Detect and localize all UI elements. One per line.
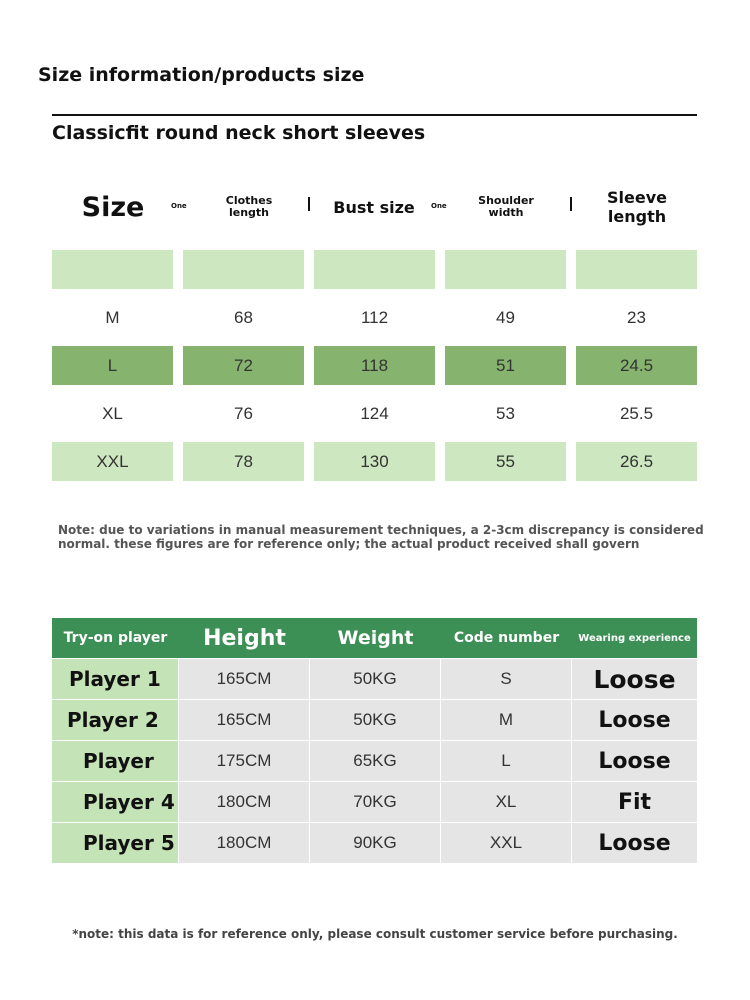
- height-cell: 180CM: [179, 782, 309, 822]
- height-cell: 165CM: [179, 659, 309, 699]
- height-cell: 175CM: [179, 741, 309, 781]
- shoulder-cell: 53: [496, 403, 515, 423]
- code-cell: L: [441, 741, 571, 781]
- size-cell: L: [52, 346, 173, 385]
- player-name: Player 2: [67, 708, 159, 732]
- sleeve-cell: 26.5: [576, 442, 697, 481]
- experience-cell: Loose: [572, 659, 697, 699]
- shoulder-cell: 51: [445, 346, 566, 385]
- code-cell: XXL: [441, 823, 571, 863]
- experience-cell: Loose: [572, 741, 697, 781]
- weight-cell: 50KG: [310, 659, 440, 699]
- weight-cell: 90KG: [310, 823, 440, 863]
- reference-note: *note: this data is for reference only, please consult customer service before purchasing.: [72, 927, 678, 941]
- player-name: Player 1: [69, 667, 161, 691]
- header-height: Height: [179, 618, 310, 658]
- code-cell: S: [441, 659, 571, 699]
- experience-cell: Loose: [572, 823, 697, 863]
- measurement-note: Note: due to variations in manual measurement techniques, a 2-3cm discrepancy is considered normal. these figures are for reference only; the actual product received shall govern: [58, 523, 704, 551]
- shoulder-cell: 49: [496, 307, 515, 327]
- bust-cell: 124: [360, 403, 389, 423]
- clothes-length-cell: 78: [183, 442, 304, 481]
- height-cell: 180CM: [179, 823, 309, 863]
- header-separator: [308, 197, 310, 211]
- empty-cell: [52, 250, 173, 289]
- code-cell: M: [441, 700, 571, 740]
- one-tag: One: [171, 202, 187, 210]
- player-cell: [52, 741, 178, 781]
- player-cell: [52, 782, 178, 822]
- clothes-length-cell: 76: [234, 403, 253, 423]
- empty-cell: [183, 250, 304, 289]
- header-separator: [570, 197, 572, 211]
- header-clothes-length: Clothes length: [225, 194, 273, 219]
- player-cell: [52, 700, 178, 740]
- player-cell: [52, 823, 178, 863]
- empty-cell: [445, 250, 566, 289]
- header-wearing-experience: Wearing experience: [572, 618, 697, 658]
- sleeve-cell: 25.5: [619, 403, 654, 423]
- empty-cell: [576, 250, 697, 289]
- weight-cell: 70KG: [310, 782, 440, 822]
- player-name: Player ￼: [83, 749, 161, 773]
- weight-cell: 65KG: [310, 741, 440, 781]
- height-cell: 165CM: [179, 700, 309, 740]
- header-size: Size: [81, 191, 145, 223]
- shoulder-cell: 55: [445, 442, 566, 481]
- player-name: Player 4: [83, 790, 175, 814]
- header-shoulder-width: Shoulder width: [478, 194, 534, 219]
- header-weight: Weight: [310, 618, 441, 658]
- one-tag: One: [431, 202, 447, 210]
- clothes-length-cell: 68: [234, 307, 253, 327]
- player-cell: [52, 659, 178, 699]
- size-cell: XXL: [52, 442, 173, 481]
- code-cell: XL: [441, 782, 571, 822]
- experience-cell: Fit: [572, 782, 697, 822]
- clothes-length-cell: 72: [183, 346, 304, 385]
- empty-cell: [314, 250, 435, 289]
- bust-cell: 130: [314, 442, 435, 481]
- page-title: Size information/products size: [38, 64, 365, 86]
- sleeve-cell: 23: [627, 307, 646, 327]
- weight-cell: 50KG: [310, 700, 440, 740]
- header-tryon-player: Try-on player: [52, 618, 179, 658]
- product-subtitle: Classicfit round neck short sleeves: [52, 122, 426, 144]
- size-cell: M: [105, 307, 120, 327]
- title-divider: [52, 114, 697, 116]
- header-bust-size: Bust size: [333, 197, 415, 217]
- bust-cell: 112: [360, 307, 389, 327]
- player-name: Player 5: [83, 831, 175, 855]
- sleeve-cell: 24.5: [576, 346, 697, 385]
- size-cell: XL: [102, 403, 123, 423]
- header-code-number: Code number: [441, 618, 572, 658]
- bust-cell: 118: [314, 346, 435, 385]
- experience-cell: Loose: [572, 700, 697, 740]
- header-sleeve-length: Sleeve length: [607, 188, 667, 226]
